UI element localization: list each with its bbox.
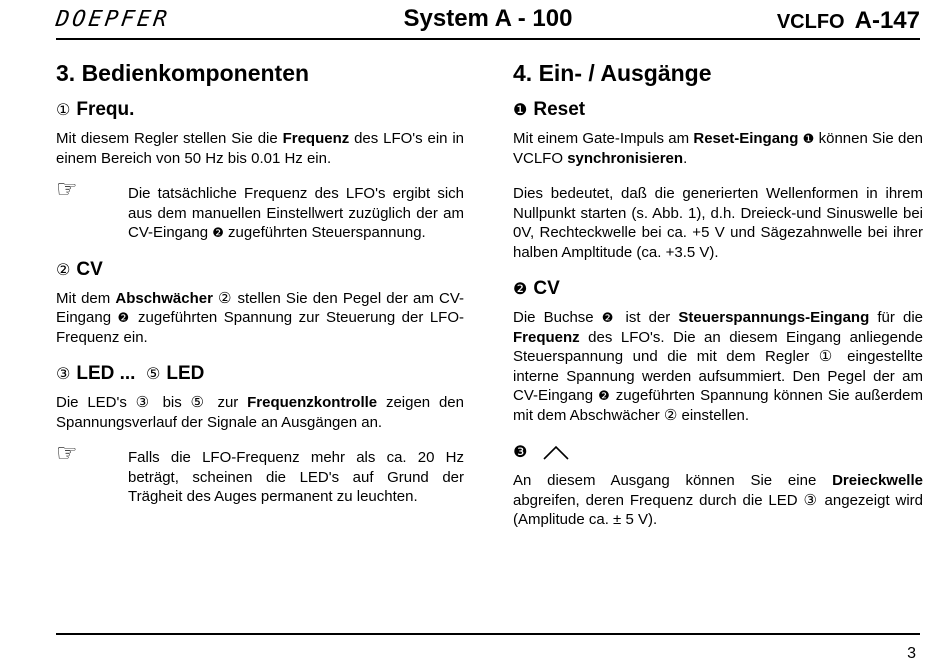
- triangle-wave-icon: [543, 444, 569, 460]
- paragraph: Die Buchse ❷ ist der Steuerspannungs-Eingang für die Frequenz des LFO's. Die an diesem Eingang anliegende Steuerspannung und die mit dem Regler ① eingestellte interne Spannung werden aufsummiert. Den Pegel der am CV-Eingang ❷ zugeführten Spannung können Sie außerdem mit dem Abschwächer ② einstellen.: [513, 309, 924, 424]
- subsection-title: Frequ.: [76, 99, 135, 120]
- brand-logo: DOEPFER: [54, 7, 172, 32]
- subsection-heading: [56, 363, 464, 385]
- subsection-heading: [513, 278, 923, 300]
- module-label: [777, 7, 920, 35]
- pointing-hand-icon: ☞: [56, 440, 78, 467]
- right-column: [513, 60, 923, 546]
- module-name: VCLFO: [776, 11, 845, 33]
- paragraph: Mit einem Gate-Impuls am Reset-Eingang ❶ können Sie den VCLFO synchronisieren.: [513, 130, 924, 167]
- note: ☞ Die tatsächliche Frequenz des LFO's ergibt sich aus dem manuellen Einstellwert zuzüglich der am CV-Eingang ❷ zugeführten Steuerspannung.: [56, 176, 464, 241]
- subsection-heading: [56, 99, 464, 121]
- section-heading: 3. Bedienkomponenten: [56, 60, 310, 86]
- pointing-hand-icon: ☞: [56, 176, 78, 203]
- subsection-heading: [513, 99, 923, 121]
- left-column: [56, 60, 464, 523]
- subsection-title: LED ...: [76, 363, 136, 384]
- paragraph: An diesem Ausgang können Sie eine Dreieckwelle abgreifen, deren Frequenz durch die LED ③ angezeigt wird (Amplitude ca. ± 5 V).: [513, 472, 923, 528]
- section-heading: 4. Ein- / Ausgänge: [513, 60, 712, 86]
- control-number: ⑤: [146, 366, 161, 383]
- page-number: 3: [907, 645, 916, 662]
- subsection-title: CV: [533, 278, 560, 299]
- subsection-title: Reset: [533, 99, 586, 120]
- control-number: ②: [56, 261, 71, 279]
- module-number: A-147: [854, 7, 920, 34]
- subsection-heading: [56, 259, 464, 281]
- note: ☞ Falls die LFO-Frequenz mehr als ca. 20 Hz beträgt, scheinen die LED's auf Grund der Trägheit des Auges permanent zu leuchten.: [56, 440, 464, 505]
- socket-number: ❸: [513, 444, 528, 461]
- socket-number: ❷: [513, 281, 528, 298]
- subsection-title: LED: [166, 363, 205, 384]
- page-footer: [56, 633, 920, 662]
- control-number: ①: [56, 102, 71, 119]
- system-title: System A - 100: [403, 5, 573, 32]
- subsection-title: CV: [76, 258, 103, 280]
- paragraph: Mit dem Abschwächer ② stellen Sie den Pegel der am CV-Eingang ❷ zugeführten Spannung zur Steuerung der LFO-Frequenz ein.: [56, 289, 465, 346]
- control-number: ③: [56, 366, 71, 383]
- page-header: [56, 4, 920, 40]
- subsection-heading: [513, 441, 923, 463]
- paragraph: Dies bedeutet, daß die generierten Wellenformen in ihrem Nullpunkt starten (s. Abb. 1), d.h. Dreieck-und Sinuswelle bei 0V, Rechteckwelle bei ca. +5 V und Sägezahnwelle bei ihrer halben Ampltitude (ca. +3.5 V).: [513, 185, 923, 261]
- paragraph: Mit diesem Regler stellen Sie die Frequenz des LFO's ein in einem Bereich von 50 Hz bis 0.01 Hz ein.: [56, 130, 464, 167]
- paragraph: Die LED's ③ bis ⑤ zur Frequenzkontrolle zeigen den Spannungsverlauf der Signale an Ausgängen an.: [56, 394, 464, 431]
- socket-number: ❶: [513, 102, 528, 119]
